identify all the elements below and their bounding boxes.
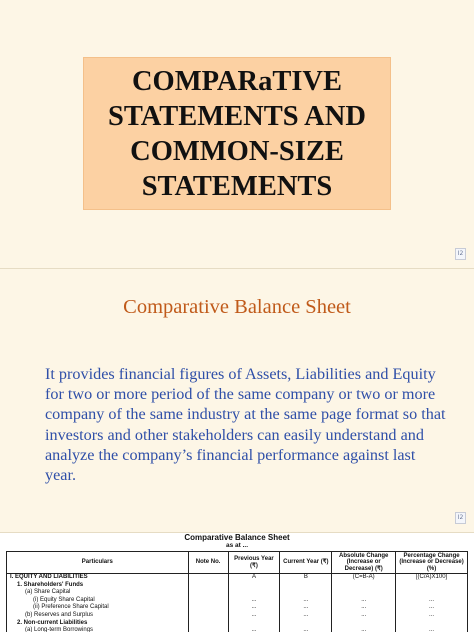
table-row	[7, 589, 468, 597]
cell-current-year: ...	[280, 612, 332, 620]
table-row	[7, 574, 468, 582]
cell-absolute-change: ...	[332, 627, 396, 632]
cell-particulars: I. EQUITY AND LIABILITIES	[7, 574, 189, 582]
cell-particulars: (b) Reserves and Surplus	[7, 612, 189, 620]
table-row	[7, 604, 468, 612]
page-marker-icon: Ⅰ2	[455, 248, 466, 260]
slide-title	[0, 0, 474, 268]
cell-previous-year: ...	[228, 604, 280, 612]
cell-absolute-change: ...	[332, 604, 396, 612]
cell-previous-year: A	[228, 574, 280, 582]
header-absolute-change: Absolute Change (Increase or Decrease) (₹)	[332, 552, 396, 574]
cell-absolute-change	[332, 582, 396, 590]
cell-note-no	[188, 612, 228, 620]
cell-note-no	[188, 627, 228, 632]
cell-current-year	[280, 620, 332, 628]
table-title: Comparative Balance Sheet	[184, 533, 290, 542]
cell-note-no	[188, 582, 228, 590]
header-current-year: Current Year (₹)	[280, 552, 332, 574]
title-line-4: STATEMENTS	[141, 170, 333, 202]
cell-percentage-change: ...	[396, 597, 468, 605]
cell-percentage-change: ...	[396, 612, 468, 620]
cell-note-no	[188, 574, 228, 582]
cell-particulars: (ii) Preference Share Capital	[7, 604, 189, 612]
page-marker-icon: Ⅰ2	[455, 512, 466, 524]
cell-current-year: ...	[280, 597, 332, 605]
table-row	[7, 597, 468, 605]
title-line-3: COMMON-SIZE	[130, 135, 344, 167]
slide-subtitle: Comparative Balance Sheet	[123, 296, 351, 318]
cell-absolute-change: (C=B-A)	[332, 574, 396, 582]
description-paragraph: It provides financial figures of Assets, Liabilities and Equity for two or more period of the same company or two or more company of the same industry at the same page format so that investors and other stakeholders can easily understand and analyze the company’s financial performance against last year.	[45, 365, 446, 485]
cell-absolute-change: ...	[332, 597, 396, 605]
table-header-row	[7, 552, 468, 574]
cell-absolute-change	[332, 589, 396, 597]
cell-particulars: (a) Share Capital	[7, 589, 189, 597]
cell-percentage-change: ...	[396, 627, 468, 632]
cell-previous-year	[228, 582, 280, 590]
header-percentage-change: Percentage Change (Increase or Decrease) (%)	[396, 552, 468, 574]
table-row	[7, 612, 468, 620]
cell-current-year: ...	[280, 627, 332, 632]
cell-absolute-change: ...	[332, 612, 396, 620]
cell-current-year: ...	[280, 604, 332, 612]
cell-particulars: (a) Long-term Borrowings	[7, 627, 189, 632]
cell-current-year: B	[280, 574, 332, 582]
table-subtitle: as at ...	[225, 542, 249, 549]
cell-note-no	[188, 597, 228, 605]
cell-previous-year	[228, 620, 280, 628]
header-note-no: Note No.	[188, 552, 228, 574]
cell-previous-year	[228, 589, 280, 597]
cell-percentage-change: ...	[396, 604, 468, 612]
balance-sheet-table	[6, 551, 468, 632]
header-particulars: Particulars	[7, 552, 189, 574]
table-row	[7, 620, 468, 628]
cell-particulars: 1. Shareholders' Funds	[7, 582, 189, 590]
cell-particulars: 2. Non-current Liabilities	[7, 620, 189, 628]
cell-percentage-change	[396, 620, 468, 628]
title-box	[83, 57, 391, 210]
cell-note-no	[188, 589, 228, 597]
table-row	[7, 582, 468, 590]
cell-current-year	[280, 589, 332, 597]
cell-percentage-change	[396, 589, 468, 597]
cell-note-no	[188, 604, 228, 612]
title-line-2: STATEMENTS AND	[108, 100, 366, 132]
cell-previous-year: ...	[228, 597, 280, 605]
cell-previous-year: ...	[228, 627, 280, 632]
cell-percentage-change: [(C/A)X100]	[396, 574, 468, 582]
cell-percentage-change	[396, 582, 468, 590]
cell-previous-year: ...	[228, 612, 280, 620]
cell-note-no	[188, 620, 228, 628]
title-line-1: COMPARaTIVE	[131, 65, 343, 97]
table-row	[7, 627, 468, 632]
slide-balance-sheet-table	[0, 533, 474, 632]
cell-absolute-change	[332, 620, 396, 628]
header-previous-year: Previous Year (₹)	[228, 552, 280, 574]
cell-current-year	[280, 582, 332, 590]
cell-particulars: (i) Equity Share Capital	[7, 597, 189, 605]
slide-comparative-balance-sheet	[0, 269, 474, 532]
